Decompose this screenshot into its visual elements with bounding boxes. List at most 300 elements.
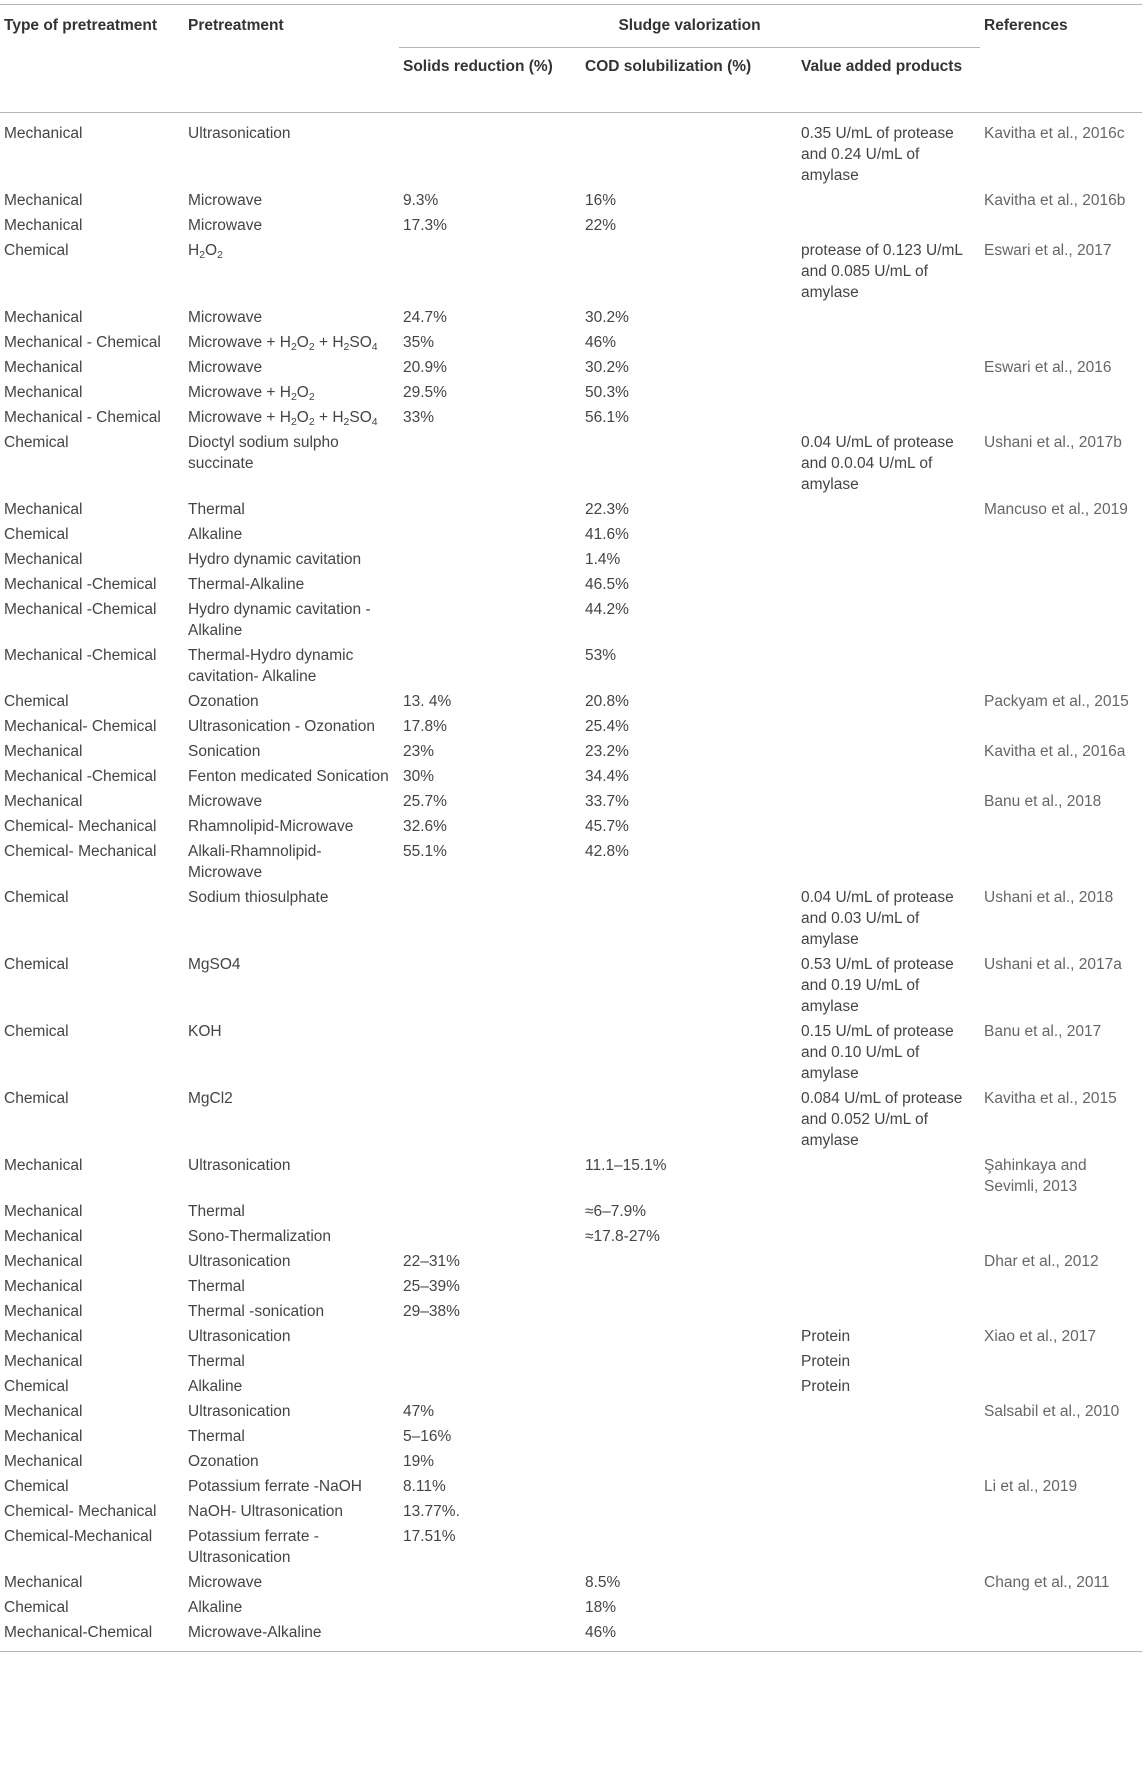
- cell-value-added-products: [797, 330, 980, 355]
- cell-solids-reduction: [399, 1324, 581, 1349]
- header-type: Type of pretreatment: [4, 17, 158, 34]
- cell-reference: Chang et al., 2011: [984, 1574, 1110, 1591]
- cell-solids-reduction: 29–38%: [403, 1303, 460, 1320]
- cell-pretreatment: Thermal-Hydro dynamic cavitation- Alkaline: [188, 647, 354, 685]
- cell-reference: Banu et al., 2017: [984, 1023, 1102, 1040]
- cell-pretreatment: Microwave + $H_2O_2$: [188, 384, 315, 403]
- cell-value-added-products: [797, 572, 980, 597]
- cell-type: Mechanical: [4, 1403, 83, 1420]
- cell-type: Mechanical- Chemical: [4, 718, 157, 735]
- table-row: [0, 113, 1142, 189]
- cell-cod-solubilization: 56.1%: [585, 409, 629, 426]
- cell-value-added-products: [797, 714, 980, 739]
- cell-cod-solubilization: [581, 1249, 797, 1274]
- table-row: [0, 714, 1142, 739]
- cell-cod-solubilization: 16%: [585, 192, 617, 209]
- table-row: [0, 1524, 1142, 1570]
- cell-type: Mechanical: [4, 384, 83, 401]
- cell-reference: Packyam et al., 2015: [984, 693, 1129, 710]
- cell-type: Chemical: [4, 434, 69, 451]
- cell-pretreatment: Microwave: [188, 309, 263, 326]
- cell-solids-reduction: 25.7%: [403, 793, 447, 810]
- cell-pretreatment: Microwave: [188, 192, 263, 209]
- cell-cod-solubilization: 34.4%: [585, 768, 629, 785]
- cell-type: Mechanical: [4, 192, 83, 209]
- cell-solids-reduction: [399, 1570, 581, 1595]
- cell-cod-solubilization: 46%: [585, 1624, 617, 1641]
- header-references: References: [984, 17, 1068, 34]
- cell-solids-reduction: 19%: [403, 1453, 435, 1470]
- cell-cod-solubilization: [581, 1349, 797, 1374]
- header-value-added-products: Value added products: [801, 58, 963, 75]
- cell-cod-solubilization: [581, 113, 797, 189]
- cell-reference: [980, 1595, 1142, 1620]
- table-row: [0, 305, 1142, 330]
- cell-value-added-products: [797, 1249, 980, 1274]
- cell-value-added-products: [797, 1524, 980, 1570]
- cell-type: Mechanical: [4, 1453, 83, 1470]
- cell-value-added-products: 0.084 U/mL of protease and 0.052 U/mL of amylase: [801, 1090, 963, 1149]
- cell-pretreatment: Ozonation: [188, 1453, 259, 1470]
- cell-pretreatment: Thermal: [188, 1203, 245, 1220]
- cell-reference: Eswari et al., 2017: [984, 242, 1112, 259]
- cell-reference: Salsabil et al., 2010: [984, 1403, 1120, 1420]
- cell-solids-reduction: 30%: [403, 768, 435, 785]
- cell-solids-reduction: 55.1%: [403, 843, 447, 860]
- cell-type: Mechanical-Chemical: [4, 1624, 153, 1641]
- cell-pretreatment: Thermal: [188, 1278, 245, 1295]
- table-body: [0, 113, 1142, 1652]
- cell-type: Mechanical - Chemical: [4, 409, 161, 426]
- cell-value-added-products: [797, 814, 980, 839]
- cell-cod-solubilization: ≈6–7.9%: [585, 1203, 647, 1220]
- cell-pretreatment: $H_2O_2$: [188, 242, 223, 261]
- cell-value-added-products: 0.04 U/mL of protease and 0.0.04 U/mL of amylase: [801, 434, 954, 493]
- cell-type: Chemical: [4, 1599, 69, 1616]
- cell-pretreatment: Microwave + $H_2O_2 + H_2SO_4$: [188, 334, 378, 353]
- cell-solids-reduction: [399, 643, 581, 689]
- table-row: [0, 238, 1142, 305]
- cell-cod-solubilization: 33.7%: [585, 793, 629, 810]
- cell-cod-solubilization: 1.4%: [585, 551, 621, 568]
- cell-reference: [980, 714, 1142, 739]
- table-row: [0, 572, 1142, 597]
- cell-type: Mechanical: [4, 1278, 83, 1295]
- cell-solids-reduction: 17.51%: [403, 1528, 456, 1545]
- cell-value-added-products: [797, 689, 980, 714]
- cell-value-added-products: 0.35 U/mL of protease and 0.24 U/mL of amylase: [801, 125, 954, 184]
- table-row: [0, 1595, 1142, 1620]
- cell-value-added-products: Protein: [801, 1328, 851, 1345]
- cell-pretreatment: Microwave: [188, 359, 263, 376]
- cell-pretreatment: MgCl2: [188, 1090, 233, 1107]
- table-row: [0, 597, 1142, 643]
- cell-type: Mechanical: [4, 217, 83, 234]
- cell-reference: Kavitha et al., 2016c: [984, 125, 1125, 142]
- cell-value-added-products: [797, 547, 980, 572]
- cell-pretreatment: Potassium ferrate -NaOH: [188, 1478, 362, 1495]
- table-row: [0, 405, 1142, 430]
- cell-type: Mechanical - Chemical: [4, 334, 161, 351]
- cell-cod-solubilization: [581, 1019, 797, 1086]
- cell-reference: Kavitha et al., 2016a: [984, 743, 1126, 760]
- cell-solids-reduction: [399, 430, 581, 497]
- cell-cod-solubilization: [581, 1474, 797, 1499]
- cell-reference: [980, 1449, 1142, 1474]
- cell-pretreatment: Microwave: [188, 793, 263, 810]
- cell-type: Mechanical: [4, 309, 83, 326]
- cell-pretreatment: Sonication: [188, 743, 261, 760]
- cell-solids-reduction: 29.5%: [403, 384, 447, 401]
- cell-value-added-products: [797, 1199, 980, 1224]
- cell-type: Mechanical: [4, 1228, 83, 1245]
- cell-pretreatment: Sodium thiosulphate: [188, 889, 329, 906]
- cell-value-added-products: [797, 1224, 980, 1249]
- cell-value-added-products: 0.04 U/mL of protease and 0.03 U/mL of amylase: [801, 889, 954, 948]
- table-row: [0, 1086, 1142, 1153]
- cell-value-added-products: Protein: [801, 1378, 851, 1395]
- cell-solids-reduction: 13. 4%: [403, 693, 452, 710]
- table-row: [0, 1620, 1142, 1652]
- cell-solids-reduction: [399, 522, 581, 547]
- cell-cod-solubilization: [581, 1449, 797, 1474]
- cell-type: Mechanical: [4, 1303, 83, 1320]
- table-row: [0, 188, 1142, 213]
- cell-solids-reduction: [399, 1349, 581, 1374]
- cell-value-added-products: [797, 789, 980, 814]
- table-row: [0, 1019, 1142, 1086]
- cell-cod-solubilization: [581, 1424, 797, 1449]
- cell-type: Mechanical: [4, 359, 83, 376]
- cell-reference: Kavitha et al., 2016b: [984, 192, 1126, 209]
- cell-pretreatment: Ultrasonication - Ozonation: [188, 718, 375, 735]
- cell-cod-solubilization: 50.3%: [585, 384, 629, 401]
- cell-reference: [980, 839, 1142, 885]
- cell-solids-reduction: 9.3%: [403, 192, 439, 209]
- cell-type: Mechanical -Chemical: [4, 647, 157, 664]
- cell-pretreatment: Alkaline: [188, 1378, 243, 1395]
- cell-type: Mechanical: [4, 501, 83, 518]
- cell-cod-solubilization: 22.3%: [585, 501, 629, 518]
- cell-pretreatment: Microwave: [188, 1574, 263, 1591]
- cell-solids-reduction: 8.11%: [403, 1478, 446, 1495]
- table-row: [0, 1399, 1142, 1424]
- cell-type: Mechanical: [4, 125, 83, 142]
- cell-cod-solubilization: 44.2%: [585, 601, 629, 618]
- table-row: [0, 430, 1142, 497]
- cell-reference: [980, 764, 1142, 789]
- cell-reference: [980, 1499, 1142, 1524]
- cell-solids-reduction: 23%: [403, 743, 435, 760]
- cell-reference: Mancuso et al., 2019: [984, 501, 1128, 518]
- cell-cod-solubilization: [581, 1374, 797, 1399]
- cell-type: Chemical: [4, 956, 69, 973]
- table-row: [0, 789, 1142, 814]
- table-row: [0, 1474, 1142, 1499]
- cell-reference: [980, 1620, 1142, 1652]
- cell-pretreatment: NaOH- Ultrasonication: [188, 1503, 344, 1520]
- header-cod-solubilization: COD solubilization (%): [585, 58, 752, 75]
- cell-reference: Ushani et al., 2018: [984, 889, 1114, 906]
- cell-value-added-products: [797, 305, 980, 330]
- cell-cod-solubilization: [581, 885, 797, 952]
- cell-solids-reduction: 17.8%: [403, 718, 447, 735]
- cell-cod-solubilization: ≈17.8-27%: [585, 1228, 660, 1245]
- cell-value-added-products: [797, 522, 980, 547]
- cell-value-added-products: [797, 643, 980, 689]
- cell-value-added-products: [797, 188, 980, 213]
- cell-type: Chemical- Mechanical: [4, 1503, 157, 1520]
- table-row: [0, 689, 1142, 714]
- table-row: [0, 1499, 1142, 1524]
- table-row: [0, 739, 1142, 764]
- cell-solids-reduction: [399, 1374, 581, 1399]
- cell-solids-reduction: [399, 1086, 581, 1153]
- cell-type: Chemical: [4, 242, 69, 259]
- cell-pretreatment: Thermal: [188, 1353, 245, 1370]
- cell-solids-reduction: 32.6%: [403, 818, 447, 835]
- cell-cod-solubilization: 25.4%: [585, 718, 629, 735]
- cell-pretreatment: Thermal -sonication: [188, 1303, 325, 1320]
- header-sludge-valorization: Sludge valorization: [399, 5, 980, 48]
- cell-cod-solubilization: 18%: [585, 1599, 617, 1616]
- cell-cod-solubilization: [581, 1324, 797, 1349]
- table-row: [0, 522, 1142, 547]
- cell-solids-reduction: 20.9%: [403, 359, 447, 376]
- cell-value-added-products: [797, 1620, 980, 1652]
- cell-value-added-products: [797, 1474, 980, 1499]
- cell-solids-reduction: [399, 113, 581, 189]
- table-row: [0, 330, 1142, 355]
- cell-cod-solubilization: 30.2%: [585, 309, 629, 326]
- cell-type: Chemical: [4, 1090, 69, 1107]
- cell-reference: [980, 1424, 1142, 1449]
- table-row: [0, 952, 1142, 1019]
- cell-pretreatment: Sono-Thermalization: [188, 1228, 332, 1245]
- cell-cod-solubilization: [581, 1274, 797, 1299]
- cell-pretreatment: Microwave + $H_2O_2 + H_2SO_4$: [188, 409, 378, 428]
- cell-value-added-products: [797, 764, 980, 789]
- cell-pretreatment: Microwave: [188, 217, 263, 234]
- table-row: [0, 1199, 1142, 1224]
- cell-pretreatment: Alkaline: [188, 526, 243, 543]
- table-row: [0, 643, 1142, 689]
- cell-type: Chemical: [4, 1023, 69, 1040]
- cell-value-added-products: [797, 1499, 980, 1524]
- cell-solids-reduction: 17.3%: [403, 217, 447, 234]
- cell-solids-reduction: [399, 1153, 581, 1199]
- cell-reference: [980, 1374, 1142, 1399]
- cell-pretreatment: Dioctyl sodium sulpho succinate: [188, 434, 339, 472]
- cell-pretreatment: Alkaline: [188, 1599, 243, 1616]
- cell-pretreatment: Rhamnolipid-Microwave: [188, 818, 354, 835]
- cell-value-added-products: [797, 597, 980, 643]
- cell-type: Chemical- Mechanical: [4, 818, 157, 835]
- cell-cod-solubilization: 46%: [585, 334, 617, 351]
- cell-type: Mechanical: [4, 743, 83, 760]
- cell-solids-reduction: 35%: [403, 334, 435, 351]
- cell-cod-solubilization: [581, 1299, 797, 1324]
- cell-cod-solubilization: 42.8%: [585, 843, 629, 860]
- cell-reference: [980, 572, 1142, 597]
- cell-solids-reduction: 33%: [403, 409, 435, 426]
- table-row: [0, 885, 1142, 952]
- cell-cod-solubilization: 41.6%: [585, 526, 629, 543]
- cell-reference: [980, 1274, 1142, 1299]
- table-row: [0, 814, 1142, 839]
- cell-pretreatment: MgSO4: [188, 956, 241, 973]
- cell-pretreatment: Alkali-Rhamnolipid-Microwave: [188, 843, 322, 881]
- cell-reference: [980, 1199, 1142, 1224]
- cell-type: Chemical: [4, 1378, 69, 1395]
- cell-reference: [980, 522, 1142, 547]
- cell-pretreatment: Ultrasonication: [188, 1403, 291, 1420]
- cell-type: Mechanical -Chemical: [4, 601, 157, 618]
- cell-value-added-products: [797, 1299, 980, 1324]
- cell-pretreatment: Hydro dynamic cavitation: [188, 551, 362, 568]
- cell-cod-solubilization: 23.2%: [585, 743, 629, 760]
- cell-value-added-products: [797, 213, 980, 238]
- cell-solids-reduction: [399, 238, 581, 305]
- cell-value-added-products: Protein: [801, 1353, 851, 1370]
- cell-cod-solubilization: 22%: [585, 217, 617, 234]
- cell-pretreatment: Thermal: [188, 501, 245, 518]
- cell-reference: [980, 1524, 1142, 1570]
- table-row: [0, 1299, 1142, 1324]
- cell-type: Mechanical: [4, 793, 83, 810]
- cell-cod-solubilization: 20.8%: [585, 693, 629, 710]
- cell-value-added-products: [797, 839, 980, 885]
- cell-reference: Ushani et al., 2017a: [984, 956, 1122, 973]
- table-row: [0, 1374, 1142, 1399]
- header-pretreatment: Pretreatment: [188, 17, 284, 34]
- cell-type: Mechanical: [4, 1328, 83, 1345]
- cell-type: Chemical-Mechanical: [4, 1528, 153, 1545]
- table-row: [0, 1274, 1142, 1299]
- cell-solids-reduction: [399, 1595, 581, 1620]
- table-row: [0, 1449, 1142, 1474]
- cell-type: Mechanical -Chemical: [4, 768, 157, 785]
- table-row: [0, 213, 1142, 238]
- cell-value-added-products: [797, 380, 980, 405]
- cell-solids-reduction: [399, 1019, 581, 1086]
- cell-type: Mechanical: [4, 1253, 83, 1270]
- cell-type: Chemical: [4, 889, 69, 906]
- cell-solids-reduction: 25–39%: [403, 1278, 460, 1295]
- cell-solids-reduction: [399, 1199, 581, 1224]
- table-row: [0, 1249, 1142, 1274]
- cell-reference: Li et al., 2019: [984, 1478, 1078, 1495]
- table-row: [0, 1349, 1142, 1374]
- cell-solids-reduction: [399, 497, 581, 522]
- cell-pretreatment: Ultrasonication: [188, 125, 291, 142]
- cell-value-added-products: 0.15 U/mL of protease and 0.10 U/mL of amylase: [801, 1023, 954, 1082]
- table-row: [0, 1153, 1142, 1199]
- table-row: [0, 1224, 1142, 1249]
- cell-solids-reduction: [399, 1620, 581, 1652]
- cell-cod-solubilization: 11.1–15.1%: [585, 1157, 667, 1174]
- cell-solids-reduction: [399, 885, 581, 952]
- cell-value-added-products: [797, 497, 980, 522]
- cell-solids-reduction: 5–16%: [403, 1428, 452, 1445]
- cell-value-added-products: [797, 739, 980, 764]
- cell-reference: [980, 305, 1142, 330]
- table-row: [0, 1424, 1142, 1449]
- cell-cod-solubilization: 30.2%: [585, 359, 629, 376]
- cell-reference: [980, 330, 1142, 355]
- cell-cod-solubilization: 46.5%: [585, 576, 629, 593]
- cell-type: Chemical: [4, 526, 69, 543]
- cell-cod-solubilization: [581, 1524, 797, 1570]
- cell-pretreatment: Ultrasonication: [188, 1253, 291, 1270]
- cell-value-added-products: 0.53 U/mL of protease and 0.19 U/mL of amylase: [801, 956, 954, 1015]
- cell-pretreatment: Thermal-Alkaline: [188, 576, 305, 593]
- cell-value-added-products: [797, 1449, 980, 1474]
- cell-reference: Eswari et al., 2016: [984, 359, 1112, 376]
- cell-type: Chemical: [4, 693, 69, 710]
- cell-reference: Ushani et al., 2017b: [984, 434, 1122, 451]
- cell-reference: [980, 1349, 1142, 1374]
- cell-pretreatment: Ultrasonication: [188, 1328, 291, 1345]
- table-row: [0, 547, 1142, 572]
- pretreatment-table: [0, 4, 1142, 1652]
- cell-cod-solubilization: 45.7%: [585, 818, 629, 835]
- table-row: [0, 839, 1142, 885]
- cell-value-added-products: [797, 1424, 980, 1449]
- cell-solids-reduction: [399, 572, 581, 597]
- cell-type: Mechanical: [4, 1157, 83, 1174]
- cell-pretreatment: Ultrasonication: [188, 1157, 291, 1174]
- table-row: [0, 764, 1142, 789]
- cell-solids-reduction: 47%: [403, 1403, 435, 1420]
- cell-reference: Dhar et al., 2012: [984, 1253, 1099, 1270]
- cell-solids-reduction: [399, 547, 581, 572]
- cell-type: Chemical- Mechanical: [4, 843, 157, 860]
- cell-type: Mechanical -Chemical: [4, 576, 157, 593]
- cell-value-added-products: [797, 1399, 980, 1424]
- cell-cod-solubilization: [581, 1499, 797, 1524]
- table-header: [0, 5, 1142, 113]
- cell-value-added-products: [797, 1153, 980, 1199]
- cell-solids-reduction: [399, 597, 581, 643]
- cell-reference: [980, 597, 1142, 643]
- cell-reference: [980, 213, 1142, 238]
- cell-cod-solubilization: 53%: [585, 647, 617, 664]
- table-row: [0, 1324, 1142, 1349]
- cell-value-added-products: [797, 355, 980, 380]
- cell-type: Mechanical: [4, 1353, 83, 1370]
- cell-cod-solubilization: [581, 430, 797, 497]
- cell-reference: [980, 814, 1142, 839]
- cell-type: Chemical: [4, 1478, 69, 1495]
- cell-reference: Banu et al., 2018: [984, 793, 1102, 810]
- cell-type: Mechanical: [4, 1203, 83, 1220]
- table-row: [0, 1570, 1142, 1595]
- cell-solids-reduction: 24.7%: [403, 309, 447, 326]
- cell-reference: [980, 547, 1142, 572]
- cell-value-added-products: [797, 405, 980, 430]
- cell-reference: [980, 643, 1142, 689]
- cell-solids-reduction: [399, 1224, 581, 1249]
- cell-cod-solubilization: [581, 238, 797, 305]
- cell-value-added-products: [797, 1570, 980, 1595]
- cell-reference: Şahinkaya and Sevimli, 2013: [984, 1157, 1087, 1195]
- cell-pretreatment: Thermal: [188, 1428, 245, 1445]
- cell-cod-solubilization: [581, 952, 797, 1019]
- cell-value-added-products: [797, 1595, 980, 1620]
- header-solids-reduction: Solids reduction (%): [403, 58, 553, 75]
- cell-cod-solubilization: [581, 1086, 797, 1153]
